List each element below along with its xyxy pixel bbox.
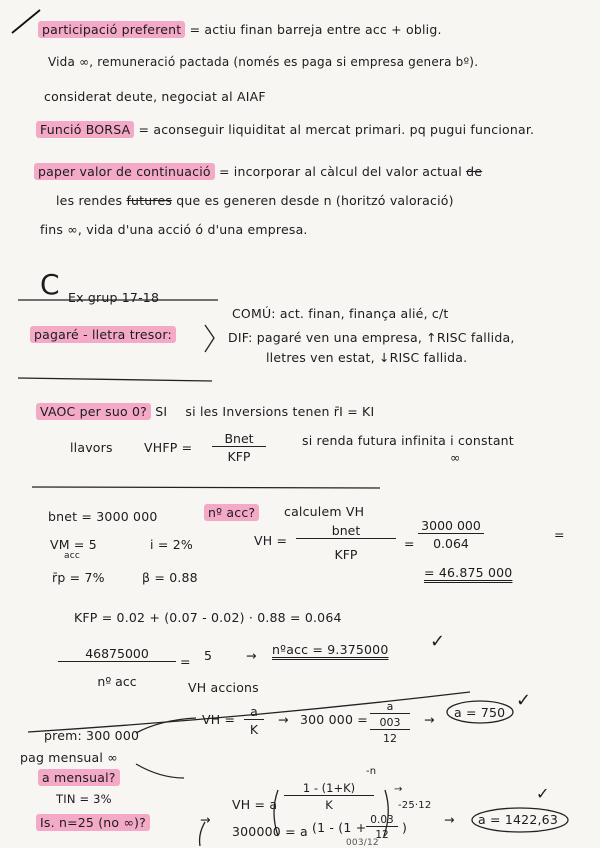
definition-valor-continuacio — [34, 164, 482, 179]
question-a-mensual — [38, 770, 120, 785]
exam-title: Ex grup 17-18 — [68, 290, 160, 305]
fraction-numerator: a — [370, 700, 410, 714]
definition-text: que es generen desde n (horitzó valoració) — [176, 193, 454, 208]
term-highlight: a mensual? — [38, 769, 120, 786]
term-highlight: pagaré - lletra tresor: — [30, 326, 176, 343]
fraction-denominator: KFP — [227, 449, 251, 464]
section-divider — [18, 378, 212, 381]
vh-accions-value: 5 — [204, 648, 213, 663]
equation-fraction — [370, 700, 410, 745]
vh-fraction — [244, 704, 264, 737]
question-pagare — [30, 327, 176, 342]
vhfp-fraction — [212, 431, 266, 464]
fraction-numerator: 3000 000 — [418, 518, 484, 534]
given-i: i = 2% — [150, 537, 193, 552]
fraction-numerator: 1 - (1+K) — [284, 781, 374, 796]
given-prem: prem: 300 000 — [44, 728, 140, 743]
infinity-symbol: ∞ — [450, 450, 461, 465]
term-highlight: Funció BORSA — [36, 121, 134, 138]
fraction-denominator: 0.064 — [433, 536, 469, 551]
check-icon: ✓ — [536, 784, 550, 803]
fraction-numerator: Bnet — [212, 431, 266, 447]
definition-line: considerat deute, negociat al AIAF — [44, 89, 266, 104]
answer-si: SI — [155, 404, 168, 419]
annuity-fraction — [284, 781, 374, 812]
definition-borsa — [36, 122, 534, 137]
equation-text: ) — [402, 820, 408, 835]
question-nacc — [204, 505, 259, 520]
term-highlight: participació preferent — [38, 21, 185, 38]
given-vm: VM = 5 — [50, 537, 97, 552]
equals-sign: = — [404, 536, 415, 551]
common-traits: COMÚ: act. finan, finança alié, c/t — [232, 306, 449, 321]
arrow-icon: → — [394, 784, 403, 795]
given-tin: TIN = 3% — [56, 792, 112, 806]
condition-text: si renda futura infinita i constant — [302, 433, 514, 448]
fraction-denominator: 003 — [370, 714, 410, 730]
struck-word: futures — [126, 193, 173, 208]
check-icon: ✓ — [430, 631, 446, 652]
equals-sign: = — [180, 654, 191, 669]
fraction-denominator: K — [325, 798, 333, 812]
equation-text: (1 - (1 + — [312, 820, 367, 835]
fraction-denominator: nº acc — [97, 674, 137, 689]
nacc-fraction — [58, 646, 176, 689]
term-highlight: Is. n=25 (no ∞)? — [36, 814, 150, 831]
exponent: -25·12 — [398, 800, 432, 811]
fraction-denominator: K — [249, 722, 259, 737]
arrow-icon: → — [278, 712, 289, 727]
definition-text: = actiu finan barreja entre acc + oblig. — [189, 22, 442, 37]
arrow-icon: → — [200, 812, 211, 827]
vh-annuity-label: VH = a — [232, 797, 278, 812]
definition-text: = aconseguir liquiditat al mercat primari. pq pugui funcionar. — [138, 122, 535, 137]
difference-line: lletres ven estat, ↓RISC fallida. — [266, 350, 468, 365]
fraction-numerator: 46875000 — [58, 646, 176, 662]
definition-line — [56, 193, 454, 208]
kfp-calculation: KFP = 0.02 + (0.07 - 0.02) · 0.88 = 0.064 — [74, 610, 342, 625]
arrow-icon: → — [246, 648, 257, 663]
exponent: -n — [366, 766, 377, 777]
fraction-denominator: KFP — [334, 547, 358, 562]
answer-result: a = 1422,63 — [478, 812, 558, 827]
question-vaoc — [36, 404, 374, 419]
corner-tick-mark — [12, 10, 40, 33]
answer-condition: si les Inversions tenen r̄I = KI — [185, 404, 375, 419]
definition-participacio — [38, 22, 442, 37]
given-payment: pag mensual ∞ — [20, 750, 118, 765]
term-highlight: paper valor de continuació — [34, 163, 215, 180]
nacc-result: nºacc = 9.375000 — [272, 642, 389, 657]
question-n25 — [36, 815, 150, 830]
given-beta: β = 0.88 — [142, 570, 198, 585]
vh-fraction — [296, 523, 396, 562]
vhfp-label: VHFP = — [144, 440, 193, 455]
answer-result: a = 750 — [454, 705, 506, 720]
fraction-denominator: 12 — [375, 829, 389, 841]
fraction-denominator: 12 — [383, 732, 397, 745]
rate-fraction — [366, 814, 398, 841]
vh-accions-label: VH accions — [188, 680, 259, 695]
struck-word: de — [466, 164, 483, 179]
vh-result-fraction — [418, 518, 484, 551]
definition-text: = incorporar al càlcul del valor actual — [218, 164, 462, 179]
brace-mark — [205, 325, 214, 352]
vh-result: = 46.875 000 — [424, 565, 513, 580]
exam-letter: C — [40, 268, 60, 301]
arrow-curve — [136, 764, 184, 778]
equals-sign: = — [554, 527, 565, 542]
difference-line: DIF: pagaré ven una empresa, ↑RISC fallida, — [228, 330, 515, 345]
term-highlight: nº acc? — [204, 504, 259, 521]
step-label: calculem VH — [284, 504, 365, 519]
term-highlight: VAOC per suo 0? — [36, 403, 151, 420]
llavors-label: llavors — [70, 440, 113, 455]
given-bnet: bnet = 3000 000 — [48, 509, 158, 524]
fraction-numerator: bnet — [296, 523, 396, 539]
check-icon: ✓ — [516, 690, 532, 711]
section-divider — [32, 487, 380, 488]
fraction-numerator: a — [244, 704, 264, 720]
definition-line: fins ∞, vida d'una acció ó d'una empresa. — [40, 222, 308, 237]
vm-subscript: acc — [64, 551, 81, 561]
vh-label: VH = — [254, 533, 288, 548]
arrow-icon: → — [444, 812, 455, 827]
arrow-icon: → — [424, 712, 435, 727]
fraction-numerator: 0.03 — [366, 814, 398, 827]
definition-line: Vida ∞, remuneració pactada (només es paga si empresa genera bº). — [48, 55, 479, 69]
equation-text: 300 000 = — [300, 712, 368, 727]
cut-off-text: 003/12 — [346, 838, 379, 848]
vh-label: VH = — [202, 712, 236, 727]
definition-text: les rendes — [56, 193, 123, 208]
given-rp: r̄p = 7% — [52, 570, 105, 585]
equation-text: 300000 = a — [232, 824, 308, 839]
